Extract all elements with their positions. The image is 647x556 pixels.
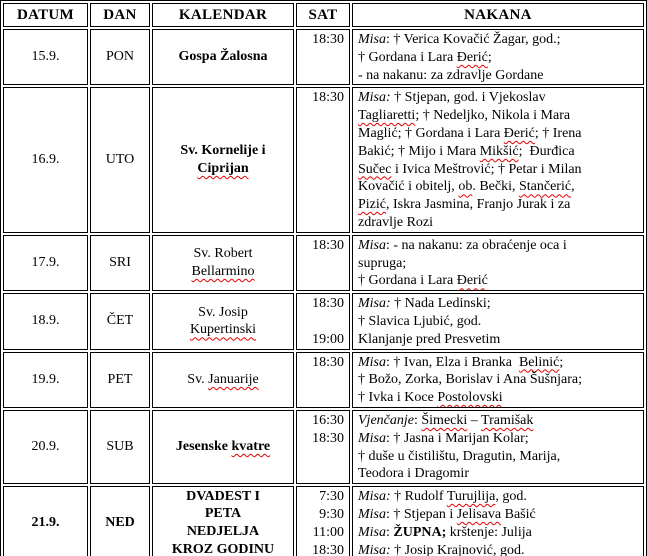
text-segment: Đerić [503,125,535,141]
schedule-row [3,486,644,556]
text-segment: Šimecki [421,412,468,428]
text-segment: Tagliaretti [358,108,416,124]
text-segment: Misa [358,354,386,370]
text-line [358,49,641,67]
dan-value: NED [105,515,135,531]
text-line [358,488,641,506]
text-segment: Bellarmino [191,263,255,279]
text-segment: † Rudolf [390,489,447,505]
nakana-cell [352,29,644,85]
text-line [358,448,641,466]
text-segment: ; [487,49,492,65]
text-segment: Kupertinski [189,322,257,338]
text-segment: Tramišak [481,412,534,428]
nakana-cell [352,235,644,291]
text-segment: KROZ GODINU [171,542,275,556]
dan-value: SRI [109,255,131,271]
text-segment: Misa [358,506,386,522]
sat-cell [296,410,350,484]
text-line [358,389,641,407]
dan-value: ČET [106,313,134,329]
time-line: 18:30 [312,32,344,47]
text-line [358,31,641,49]
dan-value: PON [105,49,134,65]
dan-cell [90,235,150,291]
text-segment: ŽUPNA; [393,524,447,540]
text-segment: Vjenčanje [358,412,414,428]
text-segment: Jesenske [175,439,232,455]
text-line [155,160,291,178]
text-line [155,245,291,263]
text-segment: , [571,179,575,195]
text-segment: : † Verica Kovačić Žagar, god.; [386,32,561,47]
datum-value: 17.9. [31,255,60,271]
sat-cell [296,352,350,408]
text-segment: † Josip [390,542,437,556]
text-segment: ob [458,179,473,195]
kalendar-cell [152,293,294,349]
dan-cell [90,486,150,556]
text-segment: . Bečki, [472,179,519,195]
datum-cell [3,352,88,408]
text-segment: † Stjepan, god. i Vjekoslav [390,90,546,106]
text-segment: Sv. Robert [193,246,253,262]
dan-cell [90,293,150,349]
datum-value: 15.9. [31,49,60,65]
text-segment: Pizić [358,197,386,213]
sat-cell [296,29,350,85]
text-segment: : [386,524,394,540]
text-line [358,107,641,125]
time-line: 9:30 [319,506,344,522]
text-segment: † Gordana i Lara [358,49,457,65]
text-segment: Misa: [358,542,391,556]
time-line: 11:00 [312,524,344,540]
kalendar-cell [152,29,294,85]
datum-value: 19.9. [31,371,60,387]
datum-cell [3,293,88,349]
text-segment: Gospa Žalosna [178,49,268,65]
table-body [3,29,644,556]
text-segment: Kovačić i obitelj, [358,179,459,195]
text-segment: : † Ivan, Elza i Branka [386,354,519,370]
kalendar-cell [152,87,294,232]
time-line: 18:30 [312,90,344,106]
text-segment: ; † Irena [534,125,582,141]
dan-value: SUB [106,439,134,455]
dan-value: PET [107,371,133,387]
time-line: 18:30 [312,430,344,446]
text-segment: zdravlje Rozi [358,214,434,230]
text-segment: Jelisava [456,506,502,522]
text-segment: † Božo, Zorka, Borislav i Ana Šušnjara; [358,372,582,388]
text-line [155,505,291,523]
text-segment: ; [559,354,564,370]
text-segment: † Slavica Ljubić, god. [358,313,482,329]
text-line [155,523,291,541]
text-line [358,371,641,389]
text-line [358,430,641,448]
text-segment: Sv. [187,371,209,387]
text-segment: : † Jasna i Marijan Kolar; [386,430,529,446]
dan-value: UTO [105,152,135,168]
text-segment: ; Đurđica [518,143,575,159]
text-segment: Bakić; † Mijo i Mara [358,143,480,159]
text-segment: PETA [204,506,242,522]
text-line [155,263,291,281]
text-segment: Sv. Kornelije i [180,143,266,159]
text-segment: Mikšić [479,143,519,159]
text-segment: Đerić [456,49,488,65]
time-line: 16:30 [312,412,344,428]
datum-value: 16.9. [31,152,60,168]
time-line: 7:30 [319,489,344,505]
text-segment: Misa: [358,296,391,312]
text-line [358,237,641,255]
text-segment: ; † Nedeljko, Nikola i Mara [415,108,571,124]
sat-cell [296,486,350,556]
header-cell-dan: DAN [90,3,150,27]
sat-cell [296,235,350,291]
text-segment: , Iskra Jasmina, Franjo Jurak i za [386,197,571,213]
text-segment: Sv. Josip [198,304,248,320]
schedule-row [3,29,644,85]
text-segment: Maglić; † Gordana i Lara [358,125,504,141]
schedule-row [3,352,644,408]
text-segment: Misa [358,430,386,446]
datum-value: 18.9. [31,313,60,329]
sat-cell [296,87,350,232]
text-segment: Ciprijan [197,161,249,177]
dan-cell [90,29,150,85]
time-line: 18:30 [312,237,344,253]
time-line: 18:30 [312,296,344,312]
text-line [358,67,641,85]
text-segment: - na nakanu: za zdravlje Gordane [358,67,544,83]
text-segment: Klanjanje pred Presvetim [358,331,501,347]
time-line: 18:30 [312,542,344,556]
text-line [358,125,641,143]
text-segment: † Ivka i Koce [358,390,438,406]
text-line [358,354,641,372]
text-line [155,48,291,66]
text-segment: Turujlija [446,489,496,505]
dan-cell [90,87,150,232]
nakana-cell [352,486,644,556]
kalendar-cell [152,235,294,291]
text-segment: Januarije [208,371,259,387]
schedule-row [3,235,644,291]
text-line [358,313,641,331]
text-segment: † Gordana i Lara [358,273,457,289]
datum-value: 21.9. [31,515,60,531]
text-segment: Đerić [456,273,488,289]
text-segment: kvatre [231,439,271,455]
datum-value: 20.9. [31,439,60,455]
text-line [155,142,291,160]
text-line [155,488,291,506]
text-segment: Krajnović [436,542,493,556]
datum-cell [3,87,88,232]
time-line [297,313,344,331]
nakana-cell [352,87,644,232]
text-segment: : † Stjepan i [386,506,457,522]
kalendar-cell [152,486,294,556]
dan-cell [90,352,150,408]
schedule-row [3,87,644,232]
text-segment: Misa: [358,90,391,106]
nakana-cell [352,410,644,484]
text-segment: Teodora i Dragomir [358,466,469,482]
text-segment: Misa [358,237,386,253]
text-line [155,371,291,389]
datum-cell [3,235,88,291]
schedule-row [3,293,644,349]
text-line [358,542,641,556]
text-segment: NEDJELJA [186,524,260,540]
text-line [358,196,641,214]
text-line [358,412,641,430]
text-segment: Stančerić [518,179,572,195]
text-segment: i Ivica Meštrović; † Petar i Milan [391,161,582,177]
datum-cell [3,486,88,556]
text-line [155,321,291,339]
header-cell-sat: SAT [296,3,350,27]
header-cell-datum: DATUM [3,3,88,27]
text-line [358,295,641,313]
text-segment: : [413,412,422,428]
text-segment: Misa: [358,489,391,505]
text-segment: krštenje: Julija [446,524,532,540]
text-segment: , god. [492,542,525,556]
kalendar-cell [152,352,294,408]
text-segment: † duše u čistilištu, Dragutin, Marija, [358,448,561,464]
text-line [358,214,641,232]
sat-cell [296,293,350,349]
kalendar-cell [152,410,294,484]
text-segment: – [467,412,482,428]
time-line: 19:00 [312,331,344,347]
header-cell-kalendar: KALENDAR [152,3,294,27]
text-line [358,524,641,542]
text-segment: : - na nakanu: za obraćenje oca i [386,237,567,253]
text-line [358,143,641,161]
nakana-cell [352,293,644,349]
text-segment: DVADEST I [186,488,260,504]
nakana-cell [352,352,644,408]
text-segment: supruga; [358,255,407,271]
text-segment: † Nada Ledinski; [390,296,491,312]
text-line [358,506,641,524]
schedule-row [3,410,644,484]
header-cell-nakana: NAKANA [352,3,644,27]
text-segment: Bašić [501,506,536,522]
dan-cell [90,410,150,484]
text-line [358,272,641,290]
text-line [155,541,291,556]
datum-cell [3,29,88,85]
datum-cell [3,410,88,484]
text-segment: Misa [358,524,386,540]
text-line [358,465,641,483]
text-line [358,89,641,107]
text-line [358,178,641,196]
text-segment: Sučec [358,161,392,177]
text-line [155,304,291,322]
text-line [358,255,641,273]
text-segment: Belinić [518,354,560,370]
text-segment: , god. [495,489,527,505]
text-line [358,331,641,349]
text-segment: Misa [358,32,386,47]
text-segment: Postolovski [437,390,503,406]
header-row [3,3,644,27]
text-line [358,161,641,179]
text-line [155,438,291,456]
time-line: 18:30 [312,354,344,370]
